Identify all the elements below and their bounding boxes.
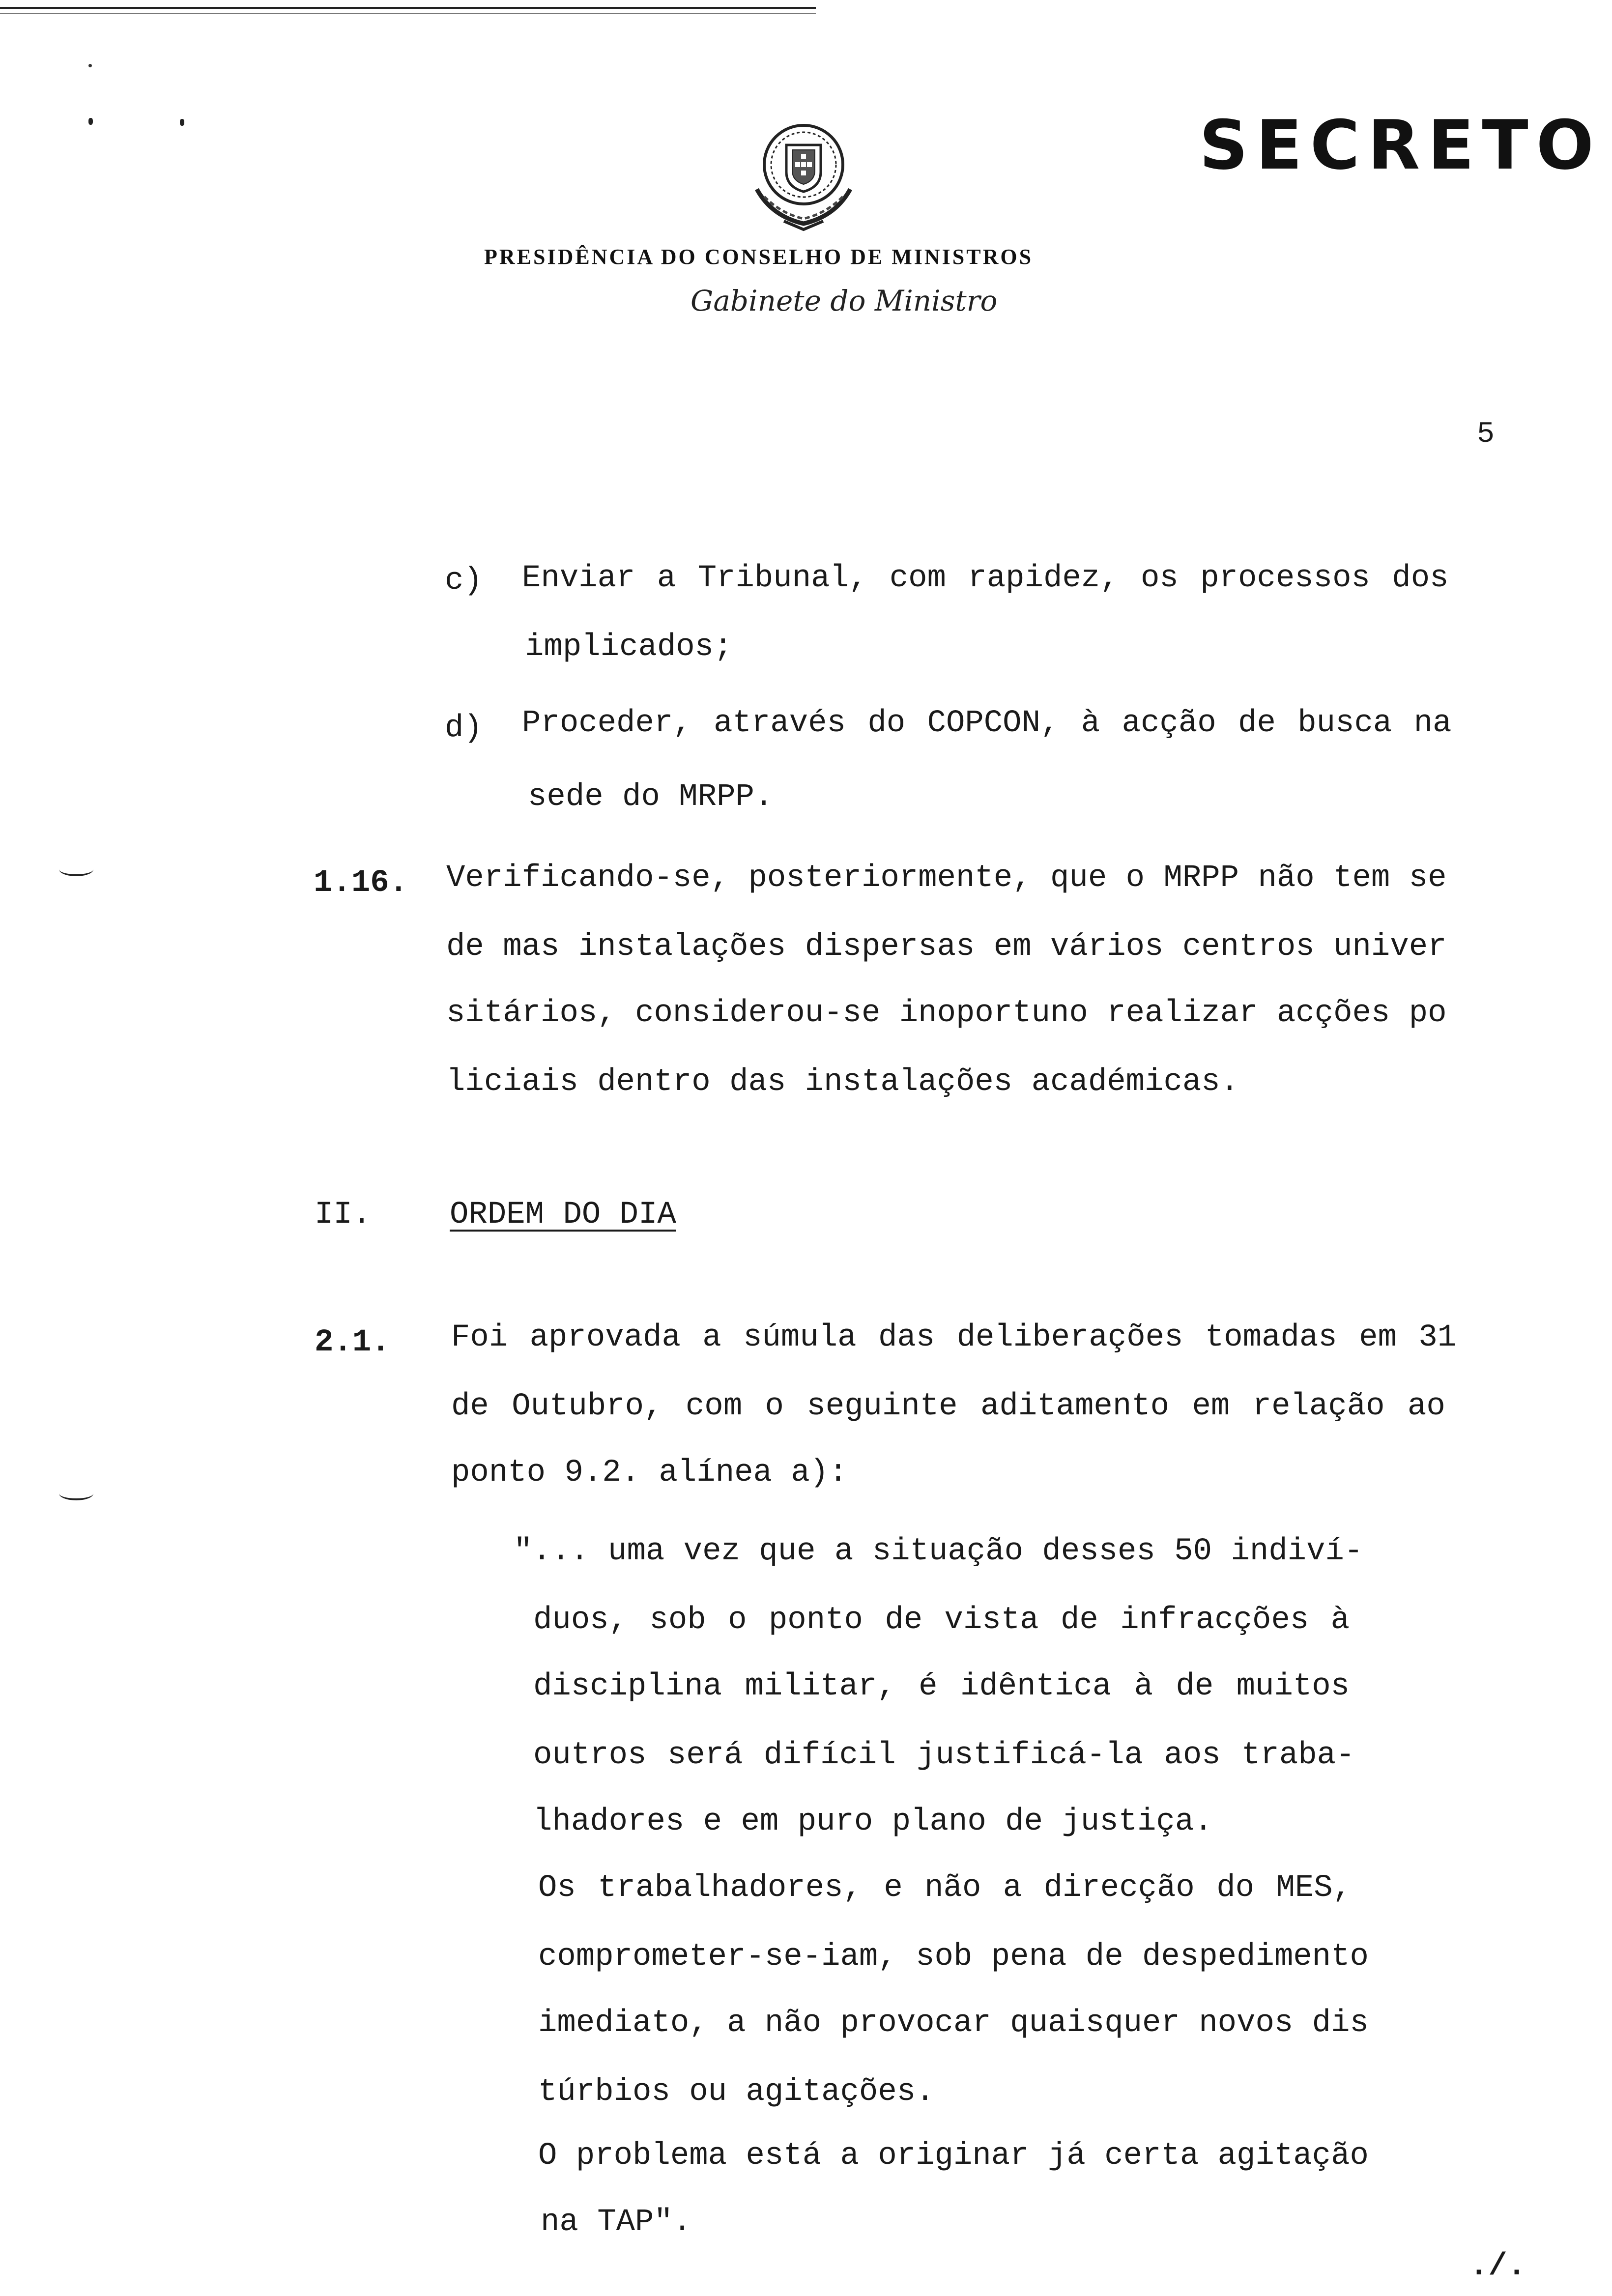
section-1-16-line-2: de mas instalações dispersas em vários centros univer [446, 929, 1447, 965]
continuation-mark: ./. [1469, 2249, 1526, 2284]
quote-line-1: "... uma vez que a situação desses 50 indiví- [514, 1534, 1363, 1569]
top-rule-secondary [0, 13, 816, 14]
quote-line-11: na TAP". [541, 2205, 692, 2240]
section-ii-title: ORDEM DO DIA [450, 1197, 676, 1233]
item-d-label: d) [445, 711, 483, 746]
margin-punch-mark [59, 862, 93, 876]
quote-line-2: duos, sob o ponto de vista de infracções à [533, 1603, 1350, 1638]
cabinet-signature-heading: Gabinete do Ministro [691, 284, 998, 317]
section-1-16-line-3: sitários, considerou-se inoportuno realizar acções po [446, 996, 1447, 1031]
quote-line-9: túrbios ou agitações. [538, 2074, 935, 2110]
section-ii-number: II. [315, 1197, 372, 1233]
item-d-line-1: Proceder, através do COPCON, à acção de busca na [522, 706, 1452, 741]
section-1-16-number: 1.16. [314, 865, 408, 901]
section-1-16-line-1: Verificando-se, posteriormente, que o MRPP não tem se [446, 861, 1447, 896]
margin-punch-mark [59, 1487, 93, 1500]
section-2-1-number: 2.1. [315, 1325, 390, 1360]
section-2-1-line-2: de Outubro, com o seguinte aditamento em relação ao [451, 1389, 1445, 1424]
item-d-line-2: sede do MRPP. [528, 779, 774, 815]
office-heading: PRESIDÊNCIA DO CONSELHO DE MINISTROS [484, 245, 1034, 269]
top-rule [0, 7, 816, 9]
scan-speck [88, 64, 92, 67]
item-c-line-1: Enviar a Tribunal, com rapidez, os processos dos [522, 561, 1449, 596]
coat-of-arms-emblem [737, 115, 870, 233]
section-2-1-line-1: Foi aprovada a súmula das deliberações tomadas em 31 [451, 1320, 1457, 1355]
page-number: 5 [1477, 418, 1495, 451]
classification-stamp: SECRETO [1199, 106, 1602, 185]
section-2-1-line-3: ponto 9.2. alínea a): [451, 1455, 848, 1491]
scan-speck [180, 119, 184, 126]
quote-line-8: imediato, a não provocar quaisquer novos dis [538, 2006, 1369, 2041]
quote-line-10: O problema está a originar já certa agitação [538, 2138, 1369, 2174]
quote-line-5: lhadores e em puro plano de justiça. [533, 1804, 1213, 1839]
quote-line-7: comprometer-se-iam, sob pena de despedimento [538, 1939, 1369, 1975]
quote-line-3: disciplina militar, é idêntica à de muitos [533, 1669, 1350, 1704]
item-c-line-2: implicados; [525, 630, 733, 665]
scan-speck [88, 118, 93, 125]
quote-line-4: outros será difícil justificá-la aos traba- [533, 1738, 1355, 1773]
quote-line-6: Os trabalhadores, e não a direcção do MES, [538, 1870, 1352, 1906]
item-c-label: c) [445, 563, 483, 599]
section-1-16-line-4: liciais dentro das instalações académicas. [446, 1064, 1239, 1100]
